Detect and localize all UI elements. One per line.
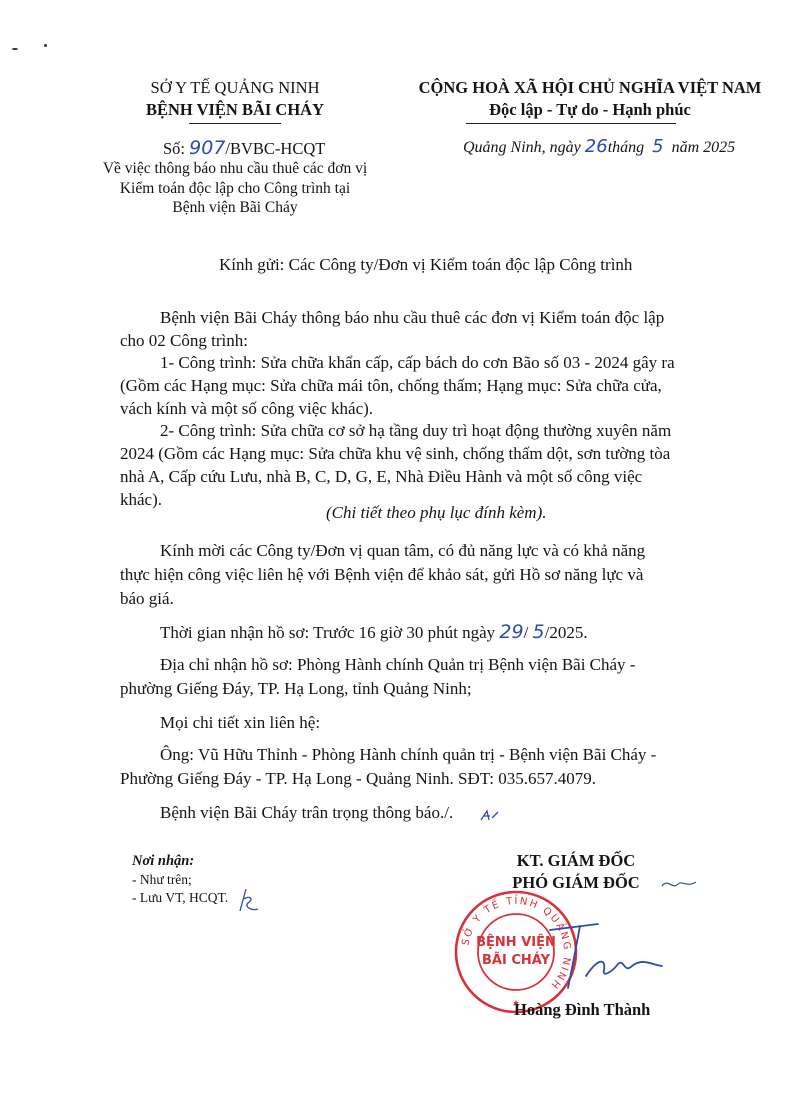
- doc-number-prefix: Số:: [163, 139, 190, 158]
- subject-line: Bệnh viện Bãi Cháy: [172, 199, 298, 216]
- deadline-month-handwritten: 5: [532, 621, 545, 643]
- stamp-text-line: BỆNH VIỆN: [476, 935, 556, 950]
- item1-line: 1- Công trình: Sửa chữa khẩn cấp, cấp bách do cơn Bão số 03 - 2024 gây ra: [160, 353, 675, 372]
- invitation-line: báo giá.: [120, 589, 174, 608]
- contact-line: Ông: Vũ Hữu Thỉnh - Phòng Hành chính quản trị - Bệnh viện Bãi Cháy -: [160, 745, 657, 764]
- subject-line: Kiểm toán độc lập cho Công trình tại: [119, 179, 351, 197]
- date-prefix: Quảng Ninh, ngày: [463, 139, 585, 156]
- scan-speck: [44, 44, 47, 47]
- recipients-title: Nơi nhận:: [132, 853, 195, 869]
- item2-line: 2024 (Gồm các Hạng mục: Sửa chữa khu vệ sinh, chống thấm dột, sơn tường tòa: [120, 444, 671, 463]
- country-name: CỘNG HOÀ XÃ HỘI CHỦ NGHĨA VIỆT NAM: [418, 78, 762, 97]
- address-line: Địa chỉ nhận hồ sơ: Phòng Hành chính Quản trị Bệnh viện Bãi Cháy -: [160, 655, 636, 674]
- department-name: SỞ Y TẾ QUẢNG NINH: [150, 78, 320, 97]
- signer-role-1: KT. GIÁM ĐỐC: [516, 851, 636, 870]
- recipient-line: Kính gửi: Các Công ty/Đơn vị Kiểm toán độc lập Công trình: [219, 255, 633, 274]
- signer-role-2: PHÓ GIÁM ĐỐC: [512, 873, 640, 892]
- initial-mark: [660, 876, 700, 892]
- doc-number-suffix: /BVBC-HCQT: [225, 139, 326, 158]
- address-line: phường Giếng Đáy, TP. Hạ Long, tỉnh Quảng Ninh;: [120, 679, 472, 698]
- date-day-handwritten: 26: [584, 136, 608, 157]
- header-underline: [189, 123, 281, 124]
- document-number: [163, 137, 325, 159]
- signer-name: Hoàng Đình Thành: [514, 1000, 651, 1019]
- stamp-ring-text: SỞ Y TẾ TỈNH QUẢNG NINH: [460, 895, 573, 992]
- deadline-suffix: /2025.: [544, 623, 588, 642]
- deadline-day-handwritten: 29: [499, 621, 524, 643]
- recipient-item: - Lưu VT, HCQT.: [132, 890, 229, 905]
- date-month-label: tháng: [607, 139, 649, 156]
- item2-line: khác).: [120, 490, 163, 509]
- intro-line: Bệnh viện Bãi Cháy thông báo nhu cầu thuê các đơn vị Kiểm toán độc lập: [160, 308, 665, 327]
- intro-line: cho 02 Công trình:: [120, 331, 248, 350]
- invitation-line: thực hiện công việc liên hệ với Bệnh viện để khảo sát, gửi Hồ sơ năng lực và: [120, 565, 644, 584]
- stamp-text-line: BÃI CHÁY: [482, 953, 550, 968]
- contact-intro: Mọi chi tiết xin liên hệ:: [160, 713, 321, 732]
- item1-line: vách kính và một số công việc khác).: [120, 399, 374, 418]
- hospital-name: BỆNH VIỆN BÃI CHÁY: [145, 100, 325, 119]
- initial-mark: [234, 885, 262, 917]
- subject-line: Về việc thông báo nhu cầu thuê các đơn vị: [102, 160, 368, 177]
- contact-line: Phường Giếng Đáy - TP. Hạ Long - Quảng Ninh. SĐT: 035.657.4079.: [120, 769, 597, 788]
- deadline-prefix: Thời gian nhận hồ sơ: Trước 16 giờ 30 phút ngày: [160, 623, 500, 642]
- item2-line: nhà A, Cấp cứu Lưu, nhà B, C, D, G, E, Nhà Điều Hành và một số công việc: [120, 467, 643, 486]
- deadline-line: [160, 620, 588, 645]
- doc-number-handwritten: 907: [189, 137, 226, 159]
- recipient-item: - Như trên;: [132, 872, 192, 887]
- closing-line: Bệnh viện Bãi Cháy trân trọng thông báo./.: [160, 803, 454, 822]
- invitation-line: Kính mời các Công ty/Đơn vị quan tâm, có đủ năng lực và có khả năng: [160, 541, 646, 560]
- item1-line: (Gồm các Hạng mục: Sửa chữa mái tôn, chống thấm; Hạng mục: Sửa chữa cửa,: [120, 376, 662, 395]
- motto-underline: [466, 123, 676, 124]
- place-date: [463, 136, 735, 157]
- subject-block: [85, 159, 385, 218]
- national-motto: Độc lập - Tự do - Hạnh phúc: [489, 100, 691, 119]
- date-month-handwritten: 5: [652, 136, 664, 157]
- deadline-separator: /: [523, 623, 533, 642]
- initial-mark: [478, 808, 502, 824]
- scan-speck: [12, 48, 18, 50]
- appendix-note: (Chi tiết theo phụ lục đính kèm).: [326, 503, 547, 522]
- date-year-label: năm 2025: [667, 139, 736, 156]
- handwritten-signature: [520, 918, 680, 996]
- item2-line: 2- Công trình: Sửa chữa cơ sở hạ tầng duy trì hoạt động thường xuyên năm: [160, 421, 672, 440]
